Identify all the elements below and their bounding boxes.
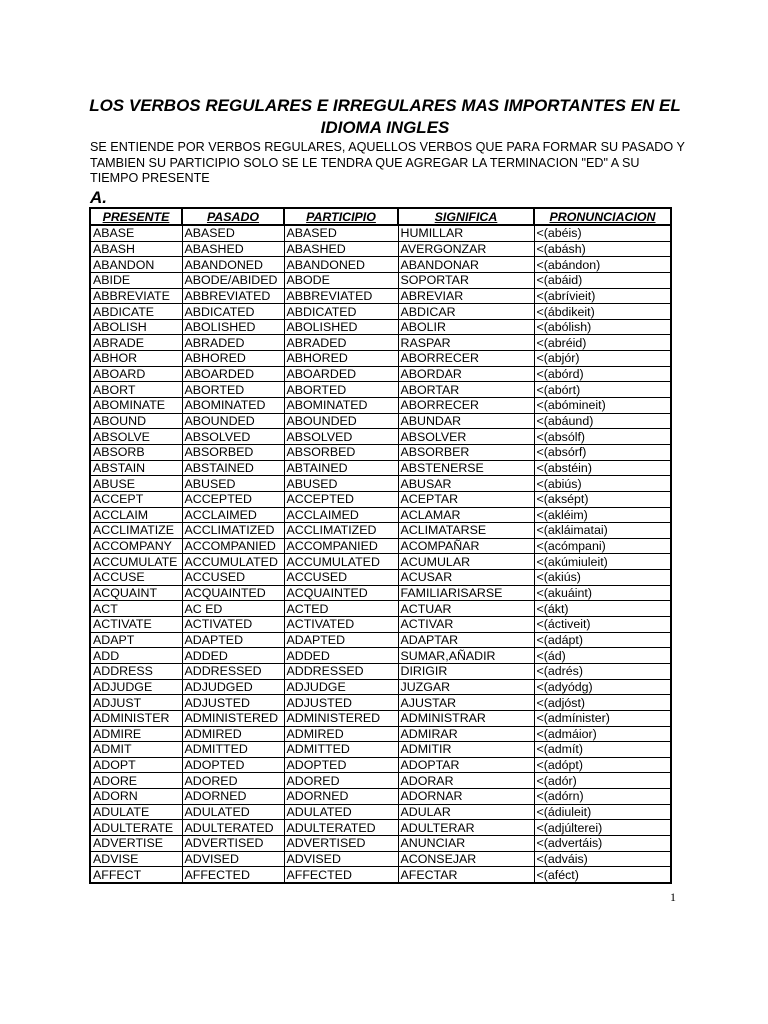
significa-cell: SUMAR,AÑADIR bbox=[398, 648, 534, 664]
participio-cell: ABUSED bbox=[284, 476, 398, 492]
table-row bbox=[90, 804, 671, 820]
pasado-cell: ABODE/ABIDED bbox=[182, 272, 284, 288]
table-row bbox=[90, 444, 671, 460]
pronunciacion-cell: <(adjóst) bbox=[534, 695, 671, 711]
pronunciacion-cell: <(abórd) bbox=[534, 366, 671, 382]
pronunciacion-cell: <(abáid) bbox=[534, 272, 671, 288]
pronunciacion-cell: <(ábdikeit) bbox=[534, 304, 671, 320]
participio-cell: ADORNED bbox=[284, 789, 398, 805]
pasado-cell: AC ED bbox=[182, 601, 284, 617]
pronunciacion-cell: <(advertáis) bbox=[534, 835, 671, 851]
column-header-pronunciacion: PRONUNCIACION bbox=[534, 208, 671, 225]
table-row bbox=[90, 351, 671, 367]
table-row bbox=[90, 601, 671, 617]
participio-cell: ABASED bbox=[284, 225, 398, 241]
pronunciacion-cell: <(akúmiuleit) bbox=[534, 554, 671, 570]
participio-cell: ABOUNDED bbox=[284, 413, 398, 429]
presente-cell: ADORE bbox=[90, 773, 182, 789]
table-row bbox=[90, 757, 671, 773]
table-row bbox=[90, 507, 671, 523]
presente-cell: ABASH bbox=[90, 241, 182, 257]
significa-cell: ACLAMAR bbox=[398, 507, 534, 523]
presente-cell: ACCUMULATE bbox=[90, 554, 182, 570]
pasado-cell: ADJUSTED bbox=[182, 695, 284, 711]
pronunciacion-cell: <(adópt) bbox=[534, 757, 671, 773]
presente-cell: ADVERTISE bbox=[90, 835, 182, 851]
pasado-cell: ADVERTISED bbox=[182, 835, 284, 851]
pronunciacion-cell: <(admít) bbox=[534, 742, 671, 758]
participio-cell: ACCUMULATED bbox=[284, 554, 398, 570]
pasado-cell: ADMITTED bbox=[182, 742, 284, 758]
presente-cell: ABSORB bbox=[90, 444, 182, 460]
significa-cell: ACUMULAR bbox=[398, 554, 534, 570]
table-row bbox=[90, 820, 671, 836]
pasado-cell: ADAPTED bbox=[182, 632, 284, 648]
table-row bbox=[90, 460, 671, 476]
presente-cell: ADAPT bbox=[90, 632, 182, 648]
pronunciacion-cell: <(áctiveit) bbox=[534, 617, 671, 633]
pasado-cell: ABBREVIATED bbox=[182, 288, 284, 304]
participio-cell: ADDRESSED bbox=[284, 663, 398, 679]
presente-cell: ADULTERATE bbox=[90, 820, 182, 836]
presente-cell: ABOARD bbox=[90, 366, 182, 382]
participio-cell: ABOMINATED bbox=[284, 398, 398, 414]
table-row bbox=[90, 225, 671, 241]
participio-cell: ABSOLVED bbox=[284, 429, 398, 445]
pasado-cell: ADVISED bbox=[182, 851, 284, 867]
participio-cell: ADAPTED bbox=[284, 632, 398, 648]
pasado-cell: ABASHED bbox=[182, 241, 284, 257]
pasado-cell: ABORTED bbox=[182, 382, 284, 398]
participio-cell: ACCLAIMED bbox=[284, 507, 398, 523]
pasado-cell: ABDICATED bbox=[182, 304, 284, 320]
pasado-cell: ACCLAIMED bbox=[182, 507, 284, 523]
pronunciacion-cell: <(abstéin) bbox=[534, 460, 671, 476]
presente-cell: ABIDE bbox=[90, 272, 182, 288]
pronunciacion-cell: <(adápt) bbox=[534, 632, 671, 648]
significa-cell: ABDICAR bbox=[398, 304, 534, 320]
pronunciacion-cell: <(abólish) bbox=[534, 319, 671, 335]
pasado-cell: ADMINISTERED bbox=[182, 710, 284, 726]
pronunciacion-cell: <(abándon) bbox=[534, 257, 671, 273]
presente-cell: ABOLISH bbox=[90, 319, 182, 335]
participio-cell: ABOARDED bbox=[284, 366, 398, 382]
table-row bbox=[90, 272, 671, 288]
table-row bbox=[90, 413, 671, 429]
table-row bbox=[90, 742, 671, 758]
significa-cell: ABSORBER bbox=[398, 444, 534, 460]
table-row bbox=[90, 335, 671, 351]
participio-cell: ADVERTISED bbox=[284, 835, 398, 851]
pronunciacion-cell: <(abjór) bbox=[534, 351, 671, 367]
section-letter: A. bbox=[90, 188, 107, 207]
participio-cell: ABRADED bbox=[284, 335, 398, 351]
participio-cell: ADMINISTERED bbox=[284, 710, 398, 726]
significa-cell: ADMITIR bbox=[398, 742, 534, 758]
significa-cell: ADAPTAR bbox=[398, 632, 534, 648]
participio-cell: ABSORBED bbox=[284, 444, 398, 460]
presente-cell: AFFECT bbox=[90, 867, 182, 883]
pronunciacion-cell: <(akuáint) bbox=[534, 585, 671, 601]
pronunciacion-cell: <(abómineit) bbox=[534, 398, 671, 414]
pasado-cell: ABSTAINED bbox=[182, 460, 284, 476]
participio-cell: ACTED bbox=[284, 601, 398, 617]
pronunciacion-cell: <(abórt) bbox=[534, 382, 671, 398]
significa-cell: ACUSAR bbox=[398, 570, 534, 586]
page-number: 1 bbox=[670, 890, 676, 904]
table-row bbox=[90, 523, 671, 539]
table-row bbox=[90, 710, 671, 726]
significa-cell: ABORDAR bbox=[398, 366, 534, 382]
pasado-cell: ADOPTED bbox=[182, 757, 284, 773]
pronunciacion-cell: <(ádiuleit) bbox=[534, 804, 671, 820]
significa-cell: ADMIRAR bbox=[398, 726, 534, 742]
presente-cell: ABBREVIATE bbox=[90, 288, 182, 304]
significa-cell: ADOPTAR bbox=[398, 757, 534, 773]
participio-cell: ACCEPTED bbox=[284, 491, 398, 507]
pasado-cell: ADJUDGED bbox=[182, 679, 284, 695]
significa-cell: SOPORTAR bbox=[398, 272, 534, 288]
significa-cell: ABOLIR bbox=[398, 319, 534, 335]
presente-cell: ABHOR bbox=[90, 351, 182, 367]
presente-cell: ACCLAIM bbox=[90, 507, 182, 523]
pasado-cell: ABANDONED bbox=[182, 257, 284, 273]
significa-cell: ABORRECER bbox=[398, 398, 534, 414]
pasado-cell: ABASED bbox=[182, 225, 284, 241]
pronunciacion-cell: <(aféct) bbox=[534, 867, 671, 883]
significa-cell: RASPAR bbox=[398, 335, 534, 351]
significa-cell: ABORRECER bbox=[398, 351, 534, 367]
pasado-cell: ABOMINATED bbox=[182, 398, 284, 414]
presente-cell: ADDRESS bbox=[90, 663, 182, 679]
pronunciacion-cell: <(acómpani) bbox=[534, 538, 671, 554]
participio-cell: ADVISED bbox=[284, 851, 398, 867]
pronunciacion-cell: <(abrívieit) bbox=[534, 288, 671, 304]
table-row bbox=[90, 648, 671, 664]
table-row bbox=[90, 835, 671, 851]
participio-cell: AFFECTED bbox=[284, 867, 398, 883]
significa-cell: ADORAR bbox=[398, 773, 534, 789]
table-row bbox=[90, 789, 671, 805]
participio-cell: ACCUSED bbox=[284, 570, 398, 586]
presente-cell: ABASE bbox=[90, 225, 182, 241]
table-row bbox=[90, 867, 671, 883]
pasado-cell: ABUSED bbox=[182, 476, 284, 492]
table-row bbox=[90, 726, 671, 742]
participio-cell: ADJUDGE bbox=[284, 679, 398, 695]
significa-cell: HUMILLAR bbox=[398, 225, 534, 241]
pronunciacion-cell: <(adór) bbox=[534, 773, 671, 789]
pronunciacion-cell: <(abiús) bbox=[534, 476, 671, 492]
pronunciacion-cell: <(abásh) bbox=[534, 241, 671, 257]
table-row bbox=[90, 554, 671, 570]
participio-cell: ABODE bbox=[284, 272, 398, 288]
presente-cell: ABDICATE bbox=[90, 304, 182, 320]
table-row bbox=[90, 476, 671, 492]
presente-cell: ADULATE bbox=[90, 804, 182, 820]
participio-cell: ADDED bbox=[284, 648, 398, 664]
table-row bbox=[90, 319, 671, 335]
pasado-cell: ADULTERATED bbox=[182, 820, 284, 836]
significa-cell: FAMILIARISARSE bbox=[398, 585, 534, 601]
significa-cell: DIRIGIR bbox=[398, 663, 534, 679]
pronunciacion-cell: <(aksépt) bbox=[534, 491, 671, 507]
verbs-table bbox=[89, 207, 672, 884]
presente-cell: ADOPT bbox=[90, 757, 182, 773]
pronunciacion-cell: <(adrés) bbox=[534, 663, 671, 679]
pasado-cell: ADDRESSED bbox=[182, 663, 284, 679]
significa-cell: ACTIVAR bbox=[398, 617, 534, 633]
presente-cell: ACCUSE bbox=[90, 570, 182, 586]
presente-cell: ACCOMPANY bbox=[90, 538, 182, 554]
presente-cell: ABOMINATE bbox=[90, 398, 182, 414]
pronunciacion-cell: <(abéis) bbox=[534, 225, 671, 241]
presente-cell: ABRADE bbox=[90, 335, 182, 351]
table-row bbox=[90, 617, 671, 633]
column-header-pasado: PASADO bbox=[182, 208, 284, 225]
pronunciacion-cell: <(admínister) bbox=[534, 710, 671, 726]
participio-cell: ACCLIMATIZED bbox=[284, 523, 398, 539]
pasado-cell: ADMIRED bbox=[182, 726, 284, 742]
pronunciacion-cell: <(admáior) bbox=[534, 726, 671, 742]
pasado-cell: ABSORBED bbox=[182, 444, 284, 460]
pasado-cell: ACQUAINTED bbox=[182, 585, 284, 601]
column-header-significa: SIGNIFICA bbox=[398, 208, 534, 225]
presente-cell: ADMINISTER bbox=[90, 710, 182, 726]
significa-cell: ACOMPAÑAR bbox=[398, 538, 534, 554]
pasado-cell: ADORNED bbox=[182, 789, 284, 805]
significa-cell: AVERGONZAR bbox=[398, 241, 534, 257]
significa-cell: ABUNDAR bbox=[398, 413, 534, 429]
pronunciacion-cell: <(adváis) bbox=[534, 851, 671, 867]
document-title: LOS VERBOS REGULARES E IRREGULARES MAS IMPORTANTES EN EL IDIOMA INGLES bbox=[89, 96, 681, 137]
presente-cell: ADJUST bbox=[90, 695, 182, 711]
table-row bbox=[90, 585, 671, 601]
significa-cell: ACLIMATARSE bbox=[398, 523, 534, 539]
significa-cell: ABREVIAR bbox=[398, 288, 534, 304]
presente-cell: ACQUAINT bbox=[90, 585, 182, 601]
pasado-cell: ACTIVATED bbox=[182, 617, 284, 633]
presente-cell: ACT bbox=[90, 601, 182, 617]
presente-cell: ADORN bbox=[90, 789, 182, 805]
table-row bbox=[90, 773, 671, 789]
participio-cell: ADOPTED bbox=[284, 757, 398, 773]
presente-cell: ACCLIMATIZE bbox=[90, 523, 182, 539]
participio-cell: ADULATED bbox=[284, 804, 398, 820]
table-row bbox=[90, 570, 671, 586]
significa-cell: JUZGAR bbox=[398, 679, 534, 695]
pasado-cell: ABHORED bbox=[182, 351, 284, 367]
participio-cell: ADULTERATED bbox=[284, 820, 398, 836]
participio-cell: ABHORED bbox=[284, 351, 398, 367]
presente-cell: ABSTAIN bbox=[90, 460, 182, 476]
significa-cell: ABSTENERSE bbox=[398, 460, 534, 476]
pasado-cell: ABOLISHED bbox=[182, 319, 284, 335]
pasado-cell: ACCLIMATIZED bbox=[182, 523, 284, 539]
participio-cell: ABBREVIATED bbox=[284, 288, 398, 304]
participio-cell: ABTAINED bbox=[284, 460, 398, 476]
pasado-cell: ACCUSED bbox=[182, 570, 284, 586]
pronunciacion-cell: <(ákt) bbox=[534, 601, 671, 617]
participio-cell: ADJUSTED bbox=[284, 695, 398, 711]
significa-cell: AFECTAR bbox=[398, 867, 534, 883]
significa-cell: ABSOLVER bbox=[398, 429, 534, 445]
table-row bbox=[90, 663, 671, 679]
pasado-cell: ABOARDED bbox=[182, 366, 284, 382]
presente-cell: ACTIVATE bbox=[90, 617, 182, 633]
presente-cell: ADMIRE bbox=[90, 726, 182, 742]
significa-cell: ADULTERAR bbox=[398, 820, 534, 836]
table-row bbox=[90, 632, 671, 648]
pronunciacion-cell: <(akléim) bbox=[534, 507, 671, 523]
presente-cell: ABOUND bbox=[90, 413, 182, 429]
table-row bbox=[90, 398, 671, 414]
pasado-cell: ABSOLVED bbox=[182, 429, 284, 445]
presente-cell: ABORT bbox=[90, 382, 182, 398]
presente-cell: ACCEPT bbox=[90, 491, 182, 507]
significa-cell: ANUNCIAR bbox=[398, 835, 534, 851]
presente-cell: ABANDON bbox=[90, 257, 182, 273]
column-header-presente: PRESENTE bbox=[90, 208, 182, 225]
pasado-cell: AFFECTED bbox=[182, 867, 284, 883]
intro-paragraph: SE ENTIENDE POR VERBOS REGULARES, AQUELLOS VERBOS QUE PARA FORMAR SU PASADO Y TAMBIEN SU PARTICIPIO SOLO SE LE TENDRA QUE AGREGAR LA TERMINACION "ED" A SU TIEMPO PRESENTE bbox=[90, 140, 685, 185]
pasado-cell: ABRADED bbox=[182, 335, 284, 351]
pronunciacion-cell: <(adórn) bbox=[534, 789, 671, 805]
significa-cell: AJUSTAR bbox=[398, 695, 534, 711]
pronunciacion-cell: <(ád) bbox=[534, 648, 671, 664]
pronunciacion-cell: <(abáund) bbox=[534, 413, 671, 429]
pasado-cell: ADDED bbox=[182, 648, 284, 664]
table-row bbox=[90, 257, 671, 273]
significa-cell: ADORNAR bbox=[398, 789, 534, 805]
table-header-row bbox=[90, 208, 671, 225]
participio-cell: ABANDONED bbox=[284, 257, 398, 273]
table-row bbox=[90, 288, 671, 304]
pasado-cell: ACCUMULATED bbox=[182, 554, 284, 570]
participio-cell: ABDICATED bbox=[284, 304, 398, 320]
participio-cell: ACCOMPANIED bbox=[284, 538, 398, 554]
pasado-cell: ADULATED bbox=[182, 804, 284, 820]
significa-cell: ACEPTAR bbox=[398, 491, 534, 507]
participio-cell: ADMIRED bbox=[284, 726, 398, 742]
pronunciacion-cell: <(akláimatai) bbox=[534, 523, 671, 539]
table-row bbox=[90, 679, 671, 695]
presente-cell: ADMIT bbox=[90, 742, 182, 758]
table-row bbox=[90, 241, 671, 257]
significa-cell: ACONSEJAR bbox=[398, 851, 534, 867]
significa-cell: ABANDONAR bbox=[398, 257, 534, 273]
pronunciacion-cell: <(absólf) bbox=[534, 429, 671, 445]
presente-cell: ABUSE bbox=[90, 476, 182, 492]
pasado-cell: ABOUNDED bbox=[182, 413, 284, 429]
pasado-cell: ACCEPTED bbox=[182, 491, 284, 507]
table-row bbox=[90, 491, 671, 507]
significa-cell: ABUSAR bbox=[398, 476, 534, 492]
participio-cell: ADORED bbox=[284, 773, 398, 789]
participio-cell: ADMITTED bbox=[284, 742, 398, 758]
pronunciacion-cell: <(abréid) bbox=[534, 335, 671, 351]
presente-cell: ADD bbox=[90, 648, 182, 664]
pronunciacion-cell: <(akiús) bbox=[534, 570, 671, 586]
significa-cell: ABORTAR bbox=[398, 382, 534, 398]
presente-cell: ADVISE bbox=[90, 851, 182, 867]
table-row bbox=[90, 851, 671, 867]
pronunciacion-cell: <(adyódg) bbox=[534, 679, 671, 695]
pronunciacion-cell: <(adjúlterei) bbox=[534, 820, 671, 836]
table-row bbox=[90, 304, 671, 320]
pronunciacion-cell: <(absórf) bbox=[534, 444, 671, 460]
participio-cell: ABOLISHED bbox=[284, 319, 398, 335]
participio-cell: ACQUAINTED bbox=[284, 585, 398, 601]
participio-cell: ACTIVATED bbox=[284, 617, 398, 633]
significa-cell: ACTUAR bbox=[398, 601, 534, 617]
significa-cell: ADULAR bbox=[398, 804, 534, 820]
table-row bbox=[90, 382, 671, 398]
presente-cell: ADJUDGE bbox=[90, 679, 182, 695]
table-row bbox=[90, 538, 671, 554]
participio-cell: ABASHED bbox=[284, 241, 398, 257]
significa-cell: ADMINISTRAR bbox=[398, 710, 534, 726]
pasado-cell: ACCOMPANIED bbox=[182, 538, 284, 554]
table-row bbox=[90, 366, 671, 382]
table-row bbox=[90, 429, 671, 445]
table-row bbox=[90, 695, 671, 711]
pasado-cell: ADORED bbox=[182, 773, 284, 789]
presente-cell: ABSOLVE bbox=[90, 429, 182, 445]
participio-cell: ABORTED bbox=[284, 382, 398, 398]
column-header-participio: PARTICIPIO bbox=[284, 208, 398, 225]
table-body bbox=[90, 225, 671, 883]
